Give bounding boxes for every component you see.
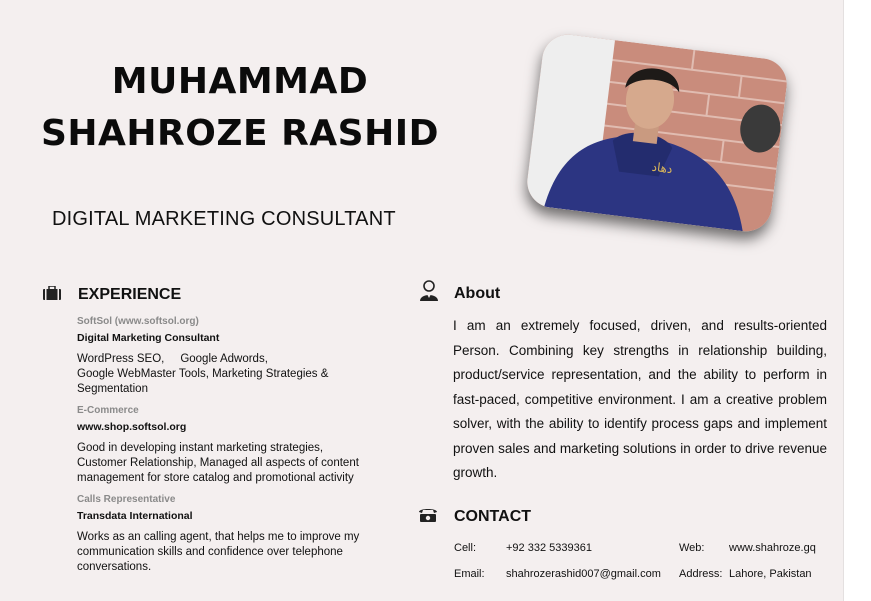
job-description bbox=[77, 441, 377, 486]
email-label: Email: bbox=[454, 568, 485, 580]
description-line: Good in developing instant marketing strategies, bbox=[77, 442, 324, 454]
web-label: Web: bbox=[679, 542, 705, 554]
description-line: Customer Relationship, Managed all aspects of content bbox=[77, 457, 359, 469]
description-line: Works as an calling agent, that helps me to improve my bbox=[77, 531, 360, 543]
address-label: Address: bbox=[679, 568, 723, 580]
address-value: Lahore, Pakistan bbox=[729, 568, 812, 580]
page-margin bbox=[843, 0, 871, 601]
profile-photo-illustration bbox=[524, 32, 789, 235]
description-line: Segmentation bbox=[77, 383, 148, 395]
experience-item bbox=[77, 314, 377, 397]
experience-heading: EXPERIENCE bbox=[78, 286, 182, 303]
job-title: Transdata International bbox=[77, 510, 193, 522]
name-line-first: MUHAMMAD bbox=[111, 61, 369, 102]
name-heading bbox=[40, 56, 440, 160]
job-description bbox=[77, 530, 377, 575]
about-text: I am an extremely focused, driven, and results-oriented Person. Combining key strengths in relationship building, product/service representation, and the ability to perform in fast-paced, competitive environment. I am a creative problem solver, with the ability to identify process gaps and implement proven sales and marketing solutions in order to drive revenue growth. bbox=[453, 318, 827, 480]
web-value[interactable]: www.shahroze.gq bbox=[729, 542, 816, 554]
description-line: WordPress SEO, Google Adwords, bbox=[77, 353, 268, 365]
job-description bbox=[77, 352, 377, 397]
description-line: conversations. bbox=[77, 561, 152, 573]
experience-item bbox=[77, 403, 377, 486]
cell-value: +92 332 5339361 bbox=[506, 542, 592, 554]
email-value[interactable]: shahrozerashid007@gmail.com bbox=[506, 568, 661, 580]
name-line-last: SHAHROZE RASHID bbox=[40, 113, 439, 154]
company-name: SoftSol (www.softsol.org) bbox=[77, 316, 199, 327]
person-icon bbox=[418, 279, 440, 301]
telephone-icon bbox=[418, 507, 438, 522]
company-name: E-Commerce bbox=[77, 405, 139, 416]
contact-heading: CONTACT bbox=[454, 508, 532, 525]
about-heading: About bbox=[454, 285, 501, 302]
company-name: Calls Representative bbox=[77, 494, 176, 505]
experience-list bbox=[77, 310, 377, 575]
role-title: DIGITAL MARKETING CONSULTANT bbox=[52, 208, 396, 230]
description-line: communication skills and confidence over telephone bbox=[77, 546, 343, 558]
svg-text:ﺩﻫﺎﺩ: ﺩﻫﺎﺩ bbox=[651, 159, 674, 177]
profile-photo bbox=[524, 32, 789, 235]
experience-item bbox=[77, 492, 377, 575]
briefcase-icon bbox=[43, 286, 61, 300]
description-line: Google WebMaster Tools, Marketing Strategies & bbox=[77, 368, 329, 380]
job-title: www.shop.softsol.org bbox=[77, 421, 187, 433]
description-line: management for store catalog and promotional activity bbox=[77, 472, 354, 484]
job-title: Digital Marketing Consultant bbox=[77, 332, 220, 344]
cell-label: Cell: bbox=[454, 542, 477, 554]
